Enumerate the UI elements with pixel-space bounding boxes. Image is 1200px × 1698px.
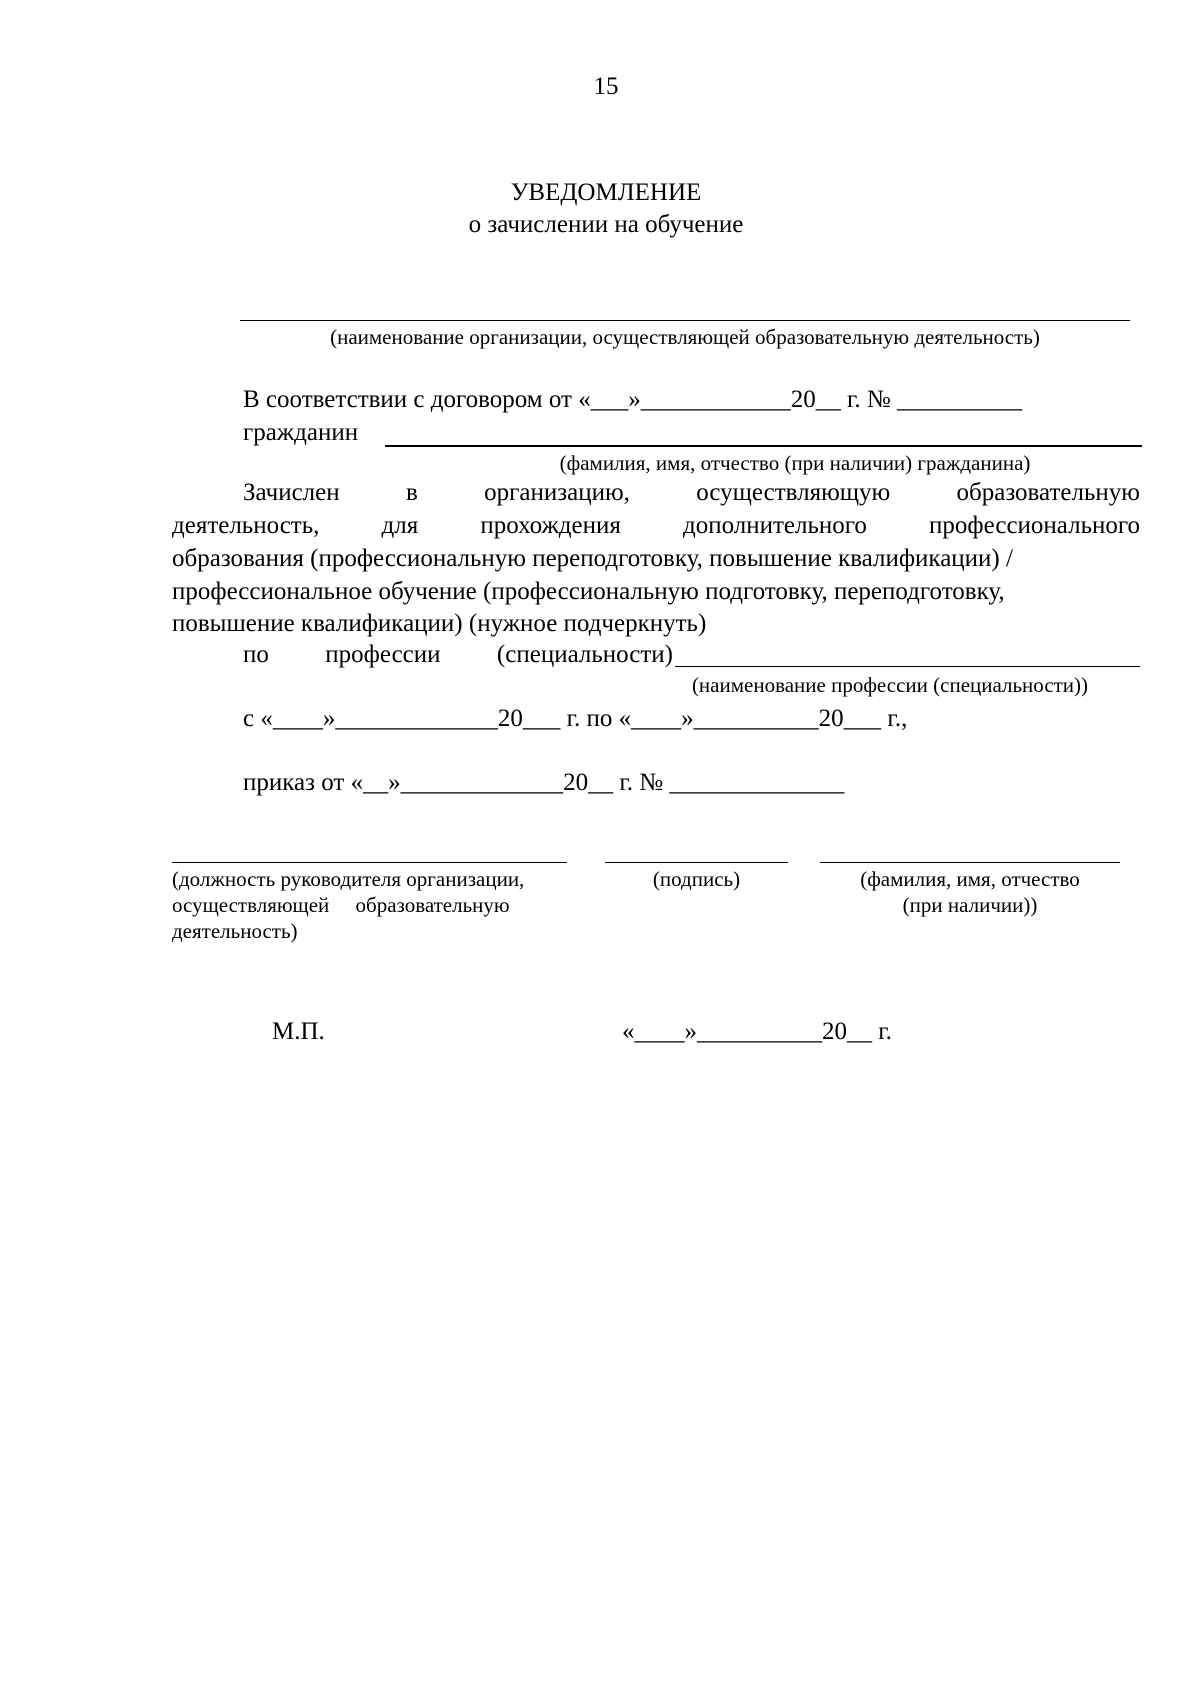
position-caption: (должность руководителя организации, осуществляющей образовательную деятельность) [172, 867, 525, 943]
date-line: «____»__________20__ г. [622, 1018, 892, 1045]
document-subtitle: о зачислении на обучение [468, 211, 744, 238]
enrolled-line-5: повышение квалификации) (нужное подчеркнуть) [172, 610, 707, 637]
profession-label [243, 640, 673, 670]
enrolled-word: дополнительного [683, 512, 867, 539]
enrolled-word: прохождения [480, 512, 621, 539]
citizen-name-line[interactable] [385, 445, 1142, 447]
document-title: УВЕДОМЛЕНИЕ [510, 179, 702, 206]
profession-word: (специальности) [496, 641, 673, 668]
signature-caption: (подпись) [652, 867, 741, 891]
citizen-caption: (фамилия, имя, отчество (при наличии) гражданина) [559, 451, 1031, 475]
enrolled-line-4: профессиональное обучение (профессиональную подготовку, переподготовку, [172, 578, 1005, 605]
stamp-label: М.П. [272, 1018, 325, 1045]
position-signature-line[interactable] [172, 862, 567, 863]
enrolled-word: образовательную [956, 479, 1140, 506]
contract-line: В соответствии с договором от «___»____________20__ г. № __________ [243, 386, 1022, 413]
enrolled-word: Зачислен [243, 479, 340, 506]
profession-word: по [243, 641, 269, 668]
enrolled-word: для [381, 512, 419, 539]
period-line: с «____»_____________20___ г. по «____»__________20___ г., [243, 705, 908, 732]
organization-name-line[interactable] [240, 320, 1130, 321]
enrolled-word: в [405, 479, 418, 506]
name-caption: (фамилия, имя, отчество (при наличии)) [860, 867, 1080, 917]
enrolled-word: организацию, [484, 479, 630, 506]
page-number: 15 [593, 73, 619, 100]
enrolled-word: профессионального [929, 512, 1140, 539]
name-signature-line[interactable] [820, 862, 1120, 863]
enrolled-line-2 [172, 511, 1140, 541]
enrolled-word: деятельность, [172, 512, 320, 539]
profession-line[interactable] [675, 666, 1140, 667]
enrolled-word: осуществляющую [696, 479, 891, 506]
organization-caption: (наименование организации, осуществляющей образовательную деятельность) [330, 325, 1040, 349]
enrolled-line-3: образования (профессиональную переподготовку, повышение квалификации) / [172, 545, 1013, 572]
profession-caption: (наименование профессии (специальности)) [691, 673, 1089, 697]
signature-line[interactable] [605, 862, 788, 863]
profession-word: профессии [325, 641, 441, 668]
enrolled-line-1 [243, 478, 1140, 508]
order-line: приказ от «__»_____________20__ г. № ______________ [243, 769, 845, 796]
citizen-label: гражданин [243, 419, 359, 446]
